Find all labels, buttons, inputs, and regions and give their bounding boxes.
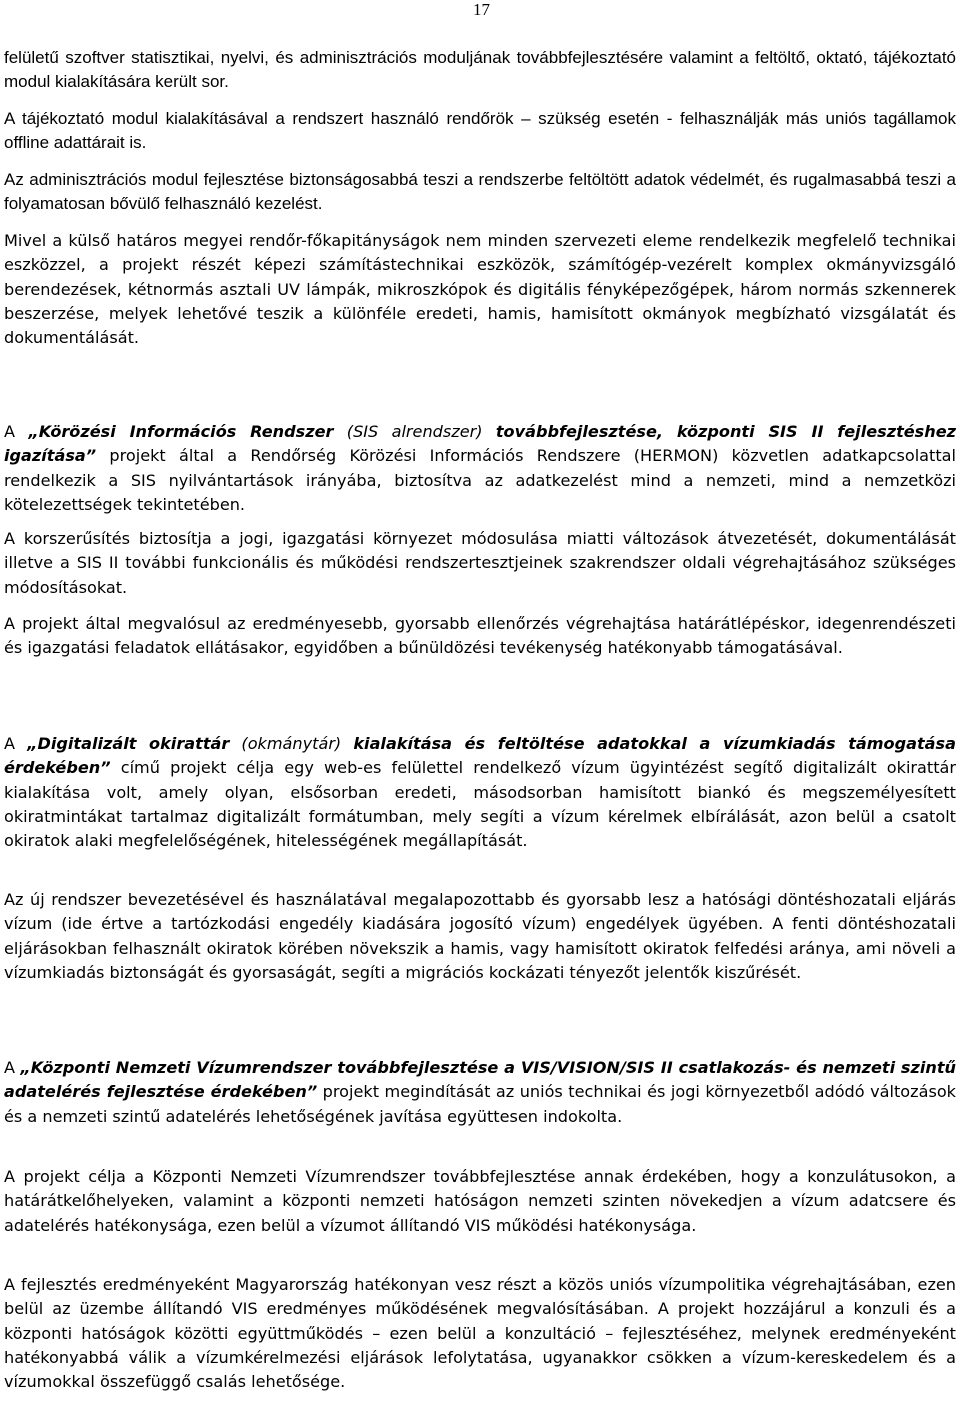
page-number: 17 [473, 0, 490, 19]
paragraph-sis-project [4, 420, 956, 517]
paragraph-2: A tájékoztató modul kialakításával a rendszert használó rendőrök – szükség esetén - felhasználják más uniós tagállamok offline adattárait is. [4, 109, 956, 153]
text-run: projekt által a Rendőrség Körözési Információs Rendszere (HERMON) közvetlen adatkapcsolattal rendelkezik a SIS nyilvántartások irányába, biztosítva az adatkezelést mind a nemzeti, mind a nemzetközi kötelezettségek tekintetében. [4, 446, 956, 514]
paragraph-7: A projekt által megvalósul az eredményesebb, gyorsabb ellenőrzés végrehajtása határátlépéskor, idegenrendészeti és igazgatási feladatok ellátásakor, egyidőben a bűnüldözési tevékenység hatékonyabb támogatásával. [4, 614, 956, 658]
project-title-continued: kialakítása és feltöltése adatokkal a vízumkiadás támogatása érdekében” [4, 734, 956, 778]
text-run-italic: (SIS alrendszer) [333, 422, 496, 441]
paragraph-12: A fejlesztés eredményeként Magyarország hatékonyan vesz részt a közös uniós vízumpolitika végrehajtásában, ezen belül az üzembe állítandó VIS eredményes működésének megvalósításában. A projekt hozzájárul a konzuli és a központi hatóságok közötti együttműködés – ezen belül a konzultáció – fejlesztéséhez, melynek eredményeként hatékonyabbá válik a vízumkérelmezési eljárások lefolytatása, ugyanakkor csökken a vízum-kereskedelem és a vízumokkal összefüggő csalás lehetősége. [4, 1275, 956, 1392]
paragraph-3: Az adminisztrációs modul fejlesztése biztonságosabbá teszi a rendszerbe feltöltött adatok védelmét, és rugalmasabbá teszi a folyamatosan bővülő felhasználó kezelést. [4, 170, 956, 214]
text-run-italic: (okmánytár) [229, 734, 354, 753]
text-run: című projekt célja egy web-es felülettel rendelkező vízum ügyintézést segítő digitalizált okirattár kialakítása volt, amely olyan, elsősorban eredeti, másodsorban hamisított biankó és megszemélyesített okiratmintákat tartalmaz digitalizált formátumban, mely segíti a vízum kérelmek elbírálását, azon belül a csatolt okiratok alaki megfelelőségének, hitelességének megállapítását. [4, 758, 956, 851]
project-title: „Digitalizált okirattár [27, 734, 230, 753]
text-run: A [4, 422, 29, 441]
paragraph-9: Az új rendszer bevezetésével és használatával megalapozottabb és gyorsabb lesz a hatósági döntéshozatali eljárás vízum (ide értve a tartózkodási engedély kiadására jogosító vízum) engedélyek ügyében. A fenti döntéshozatali eljárásokban felhasznált okiratok körében növekszik a hamis, vagy hamisított okiratok felfedési aránya, ami növeli a vízumkiadás biztonságát és gyorsaságát, segíti a migrációs kockázati tényezőt jelentők kiszűrését. [4, 890, 956, 982]
paragraph-1: felületű szoftver statisztikai, nyelvi, és adminisztrációs moduljának továbbfejlesztésére valamint a feltöltő, oktató, tájékoztató modul kialakítására került sor. [4, 48, 956, 92]
paragraph-11: A projekt célja a Központi Nemzeti Vízumrendszer továbbfejlesztése annak érdekében, hogy a konzulátusokon, a határátkelőhelyeken, valamint a központi nemzeti hatóságon nemzeti szinten növekedjen a vízum adatcsere és adatelérés hatékonysága, ezen belül a vízumot állítandó VIS működési hatékonysága. [4, 1167, 956, 1235]
paragraph-4: Mivel a külső határos megyei rendőr-főkapitányságok nem minden szervezeti eleme rendelkezik megfelelő technikai eszközzel, a projekt részét képezi számítástechnikai eszközök, számítógép-vezérelt komplex okmányvizsgáló berendezések, kétnormás asztali UV lámpák, mikroszkópok és digitális fényképezőgépek, három normás szkennerek beszerzése, melyek lehetővé teszik a különféle eredeti, hamis, hamisított okmányok megbízható vizsgálatát és dokumentálását. [4, 231, 956, 348]
project-title: „Körözési Információs Rendszer [28, 422, 334, 441]
paragraph-okirattar-project [4, 732, 956, 853]
paragraph-6: A korszerűsítés biztosítja a jogi, igazgatási környezet módosulása miatti változások átvezetését, dokumentálását illetve a SIS II további funkcionális és működési rendszertesztjeinek szakrendszer oldali végrehajtásához szükséges módosításokat. [4, 529, 956, 597]
project-title: „Központi Nemzeti Vízumrendszer továbbfejlesztése a VIS/VISION/SIS II csatlakozás- és nemzeti szintű adatelérés fejlesztése érdekében” [4, 1058, 956, 1102]
text-run: A [4, 1058, 21, 1077]
project-title-continued: továbbfejlesztése, központi SIS II fejlesztéshez igazítása” [4, 422, 957, 466]
text-run: A [4, 734, 28, 753]
paragraph-vis-project [4, 1056, 956, 1129]
text-run: projekt megindítását az uniós technikai és jogi környezetből adódó változások és a nemzeti szintű adatelérés lehetőségének javítása együttesen indokolta. [4, 1082, 956, 1126]
